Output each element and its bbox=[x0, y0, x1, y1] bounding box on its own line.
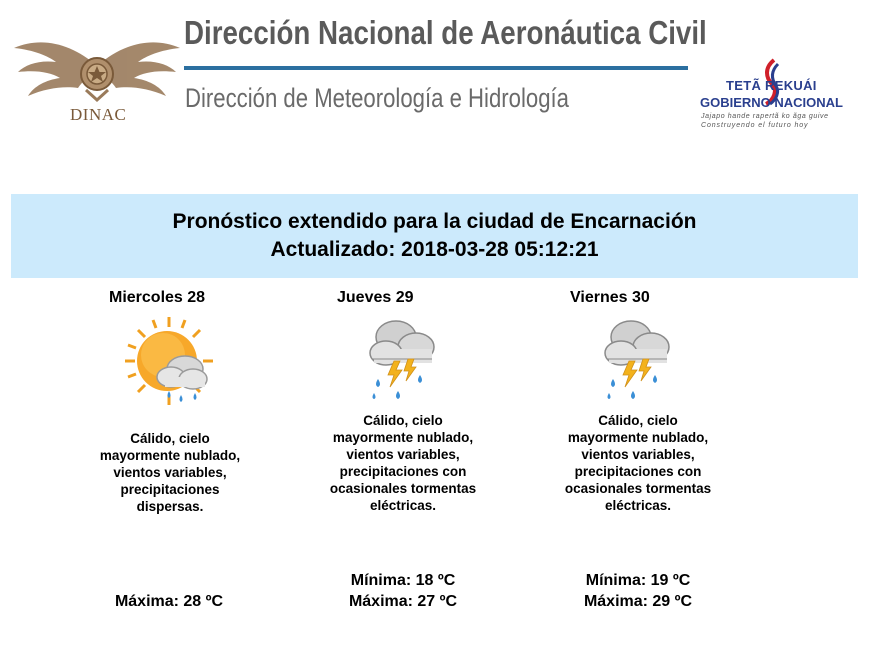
dinac-logo-label: DINAC bbox=[70, 105, 127, 124]
header-divider bbox=[184, 66, 688, 70]
thunderstorm-rain-icon bbox=[366, 315, 438, 405]
banner-updated: Actualizado: 2018-03-28 05:12:21 bbox=[270, 238, 599, 261]
sun-cloud-rain-icon bbox=[123, 315, 215, 407]
forecast-day-1 bbox=[55, 285, 285, 625]
gov-logo-line3: Jajapo hande rapertã ko ãga guive bbox=[701, 113, 829, 120]
forecast-day-2 bbox=[290, 285, 520, 625]
day-description: Cálido, cielo mayormente nublado, vientos variables, precipitaciones con ocasionales tormentas eléctricas. bbox=[329, 413, 477, 513]
gov-logo-line4: Construyendo el futuro hoy bbox=[701, 122, 809, 129]
day-max-temp: Máxima: 27 ºC bbox=[348, 593, 458, 610]
day-name: Miercoles 28 bbox=[109, 289, 206, 306]
forecast-banner bbox=[11, 194, 858, 278]
gov-logo-line1: TETÃ REKUÁI bbox=[726, 78, 817, 93]
day-max-temp: Máxima: 28 ºC bbox=[114, 593, 224, 610]
thunderstorm-rain-icon bbox=[601, 315, 673, 405]
org-title: Dirección Nacional de Aeronáutica Civil bbox=[184, 14, 707, 51]
day-min-temp: Mínima: 19 ºC bbox=[585, 572, 691, 589]
gov-logo-line2: GOBIERNO NACIONAL bbox=[700, 95, 843, 110]
org-subtitle: Dirección de Meteorología e Hidrología bbox=[185, 83, 569, 113]
day-description: Cálido, cielo mayormente nublado, vientos variables, precipitaciones con ocasionales tormentas eléctricas. bbox=[564, 413, 712, 513]
forecast-day-3 bbox=[525, 285, 755, 625]
day-name: Jueves 29 bbox=[337, 289, 414, 306]
day-max-temp: Máxima: 29 ºC bbox=[583, 593, 693, 610]
day-description: Cálido, cielo mayormente nublado, vientos variables, precipitaciones dispersas. bbox=[99, 431, 241, 514]
banner-title: Pronóstico extendido para la ciudad de Encarnación bbox=[172, 210, 697, 233]
day-min-temp: Mínima: 18 ºC bbox=[350, 572, 456, 589]
day-name: Viernes 30 bbox=[570, 289, 650, 306]
